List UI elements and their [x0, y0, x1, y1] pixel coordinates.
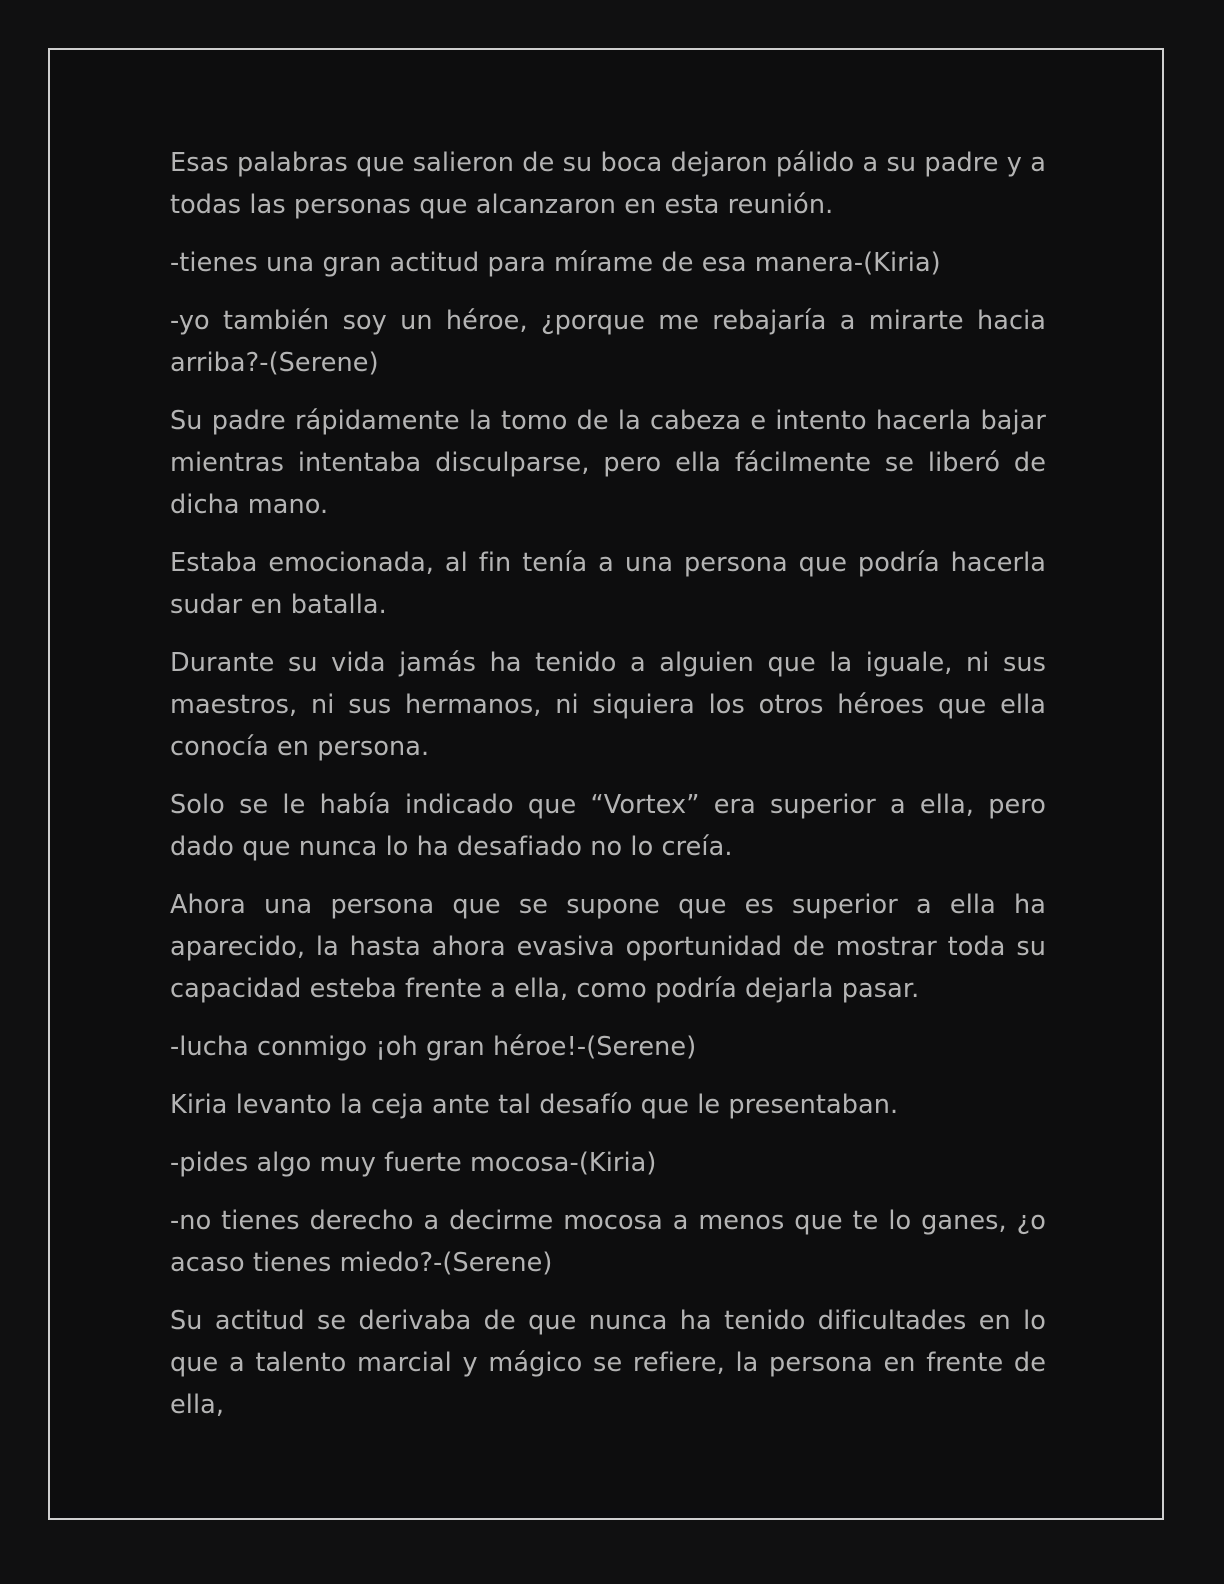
paragraph: -pides algo muy fuerte mocosa-(Kiria)	[170, 1148, 657, 1178]
paragraph: Ahora una persona que se supone que es superior a ella ha aparecido, la hasta ahora evasiva oportunidad de mostrar toda su capacidad esteba frente a ella, como podría dejarla pasar.	[170, 890, 1046, 1004]
paragraph: Su actitud se derivaba de que nunca ha tenido dificultades en lo que a talento marcial y mágico se refiere, la persona en frente de ella,	[170, 1306, 1046, 1420]
paragraph: -yo también soy un héroe, ¿porque me rebajaría a mirarte hacia arriba?-(Serene)	[170, 306, 1046, 378]
paragraph: Kiria levanto la ceja ante tal desafío que le presentaban.	[170, 1090, 899, 1120]
paragraph: Su padre rápidamente la tomo de la cabeza e intento hacerla bajar mientras intentaba disculparse, pero ella fácilmente se liberó de dicha mano.	[170, 406, 1046, 520]
paragraph: Durante su vida jamás ha tenido a alguien que la iguale, ni sus maestros, ni sus hermanos, ni siquiera los otros héroes que ella conocía en persona.	[170, 648, 1046, 762]
text-body	[170, 142, 1046, 1442]
paragraph: -tienes una gran actitud para mírame de esa manera-(Kiria)	[170, 248, 941, 278]
paragraph: Solo se le había indicado que “Vortex” era superior a ella, pero dado que nunca lo ha desafiado no lo creía.	[170, 790, 1046, 862]
paragraph: Estaba emocionada, al fin tenía a una persona que podría hacerla sudar en batalla.	[170, 548, 1046, 620]
paragraph: -no tienes derecho a decirme mocosa a menos que te lo ganes, ¿o acaso tienes miedo?-(Serene)	[170, 1206, 1046, 1278]
paragraph: -lucha conmigo ¡oh gran héroe!-(Serene)	[170, 1032, 697, 1062]
page-frame	[48, 48, 1164, 1520]
paragraph: Esas palabras que salieron de su boca dejaron pálido a su padre y a todas las personas que alcanzaron en esta reunión.	[170, 148, 1046, 220]
